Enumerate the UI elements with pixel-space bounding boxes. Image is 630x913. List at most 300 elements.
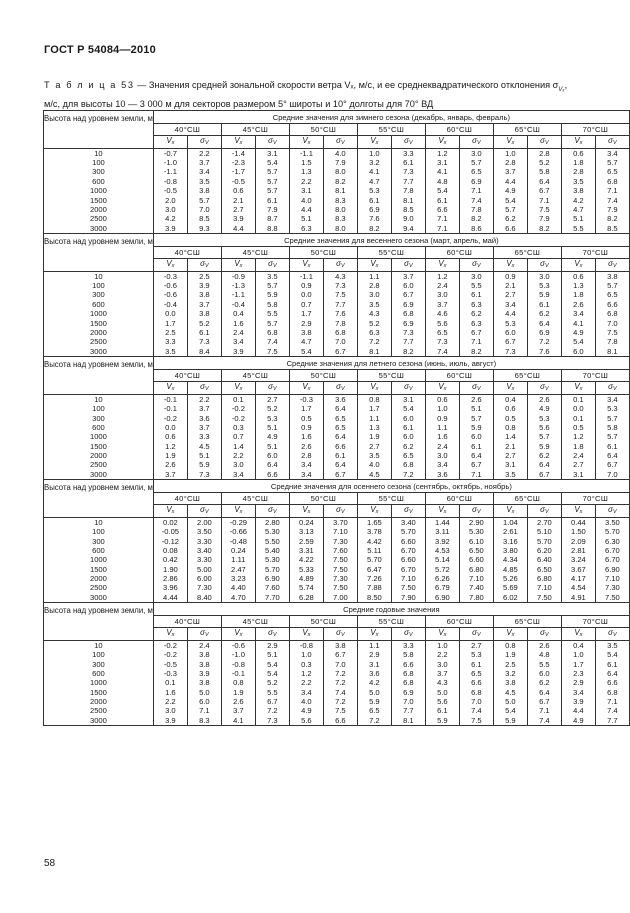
table-cell: 7.10 [459,574,493,583]
sigma-symbol: $\sigma_V$ [391,258,425,271]
table-cell: 7.50 [323,555,357,564]
table-cell: 0.8 [221,678,255,687]
table-cell: -0.7 [153,148,187,158]
table-cell: 1.2 [425,148,459,158]
table-cell: 3.7 [187,300,221,309]
table-cell: 2.9 [357,650,391,659]
table-cell: 5.1 [255,423,289,432]
table-cell: 5.30 [255,527,289,536]
table-cell: 0.42 [153,555,187,564]
section-title: Средние значения для осеннего сезона (сентябрь, октябрь, ноябрь) [153,480,629,493]
latitude-header: 65°СШ [493,493,561,505]
table-cell: 5.26 [493,574,527,583]
table-cell: 6.8 [595,688,629,697]
table-cell: 3.7 [187,158,221,167]
table-cell: 3.78 [357,527,391,536]
table-cell: 7.80 [459,593,493,603]
table-cell: 8.3 [323,195,357,204]
table-cell: 7.30 [187,583,221,592]
table-cell: 5.9 [459,423,493,432]
table-row [44,546,630,555]
table-caption [44,78,589,111]
table-cell: 5.70 [595,527,629,536]
latitude-header: 70°СШ [561,616,629,628]
table-cell: 3.8 [187,659,221,668]
table-cell: 6.00 [187,574,221,583]
table-cell: 6.6 [493,224,527,234]
table-row [44,565,630,574]
table-cell: 6.5 [391,451,425,460]
table-cell: 3.1 [255,148,289,158]
table-row [44,177,630,186]
table-cell: 6.4 [459,451,493,460]
table-cell: 0.1 [221,394,255,404]
sigma-symbol: $\sigma_V$ [255,258,289,271]
table-cell: 7.60 [323,546,357,555]
latitude-header: 45°СШ [221,247,289,259]
height-value: 1500 [44,688,154,697]
table-cell: -1.0 [153,158,187,167]
table-row [44,290,630,299]
table-cell: 6.79 [425,583,459,592]
table-cell: 3.0 [153,706,187,715]
table-cell: 2.6 [289,441,323,450]
table-cell: 5.6 [425,318,459,327]
table-cell: 7.2 [323,697,357,706]
table-cell: 7.30 [323,574,357,583]
height-value: 600 [44,177,154,186]
table-cell: 4.4 [493,177,527,186]
table-cell: 6.7 [323,470,357,480]
table-cell: 1.2 [153,441,187,450]
table-cell: 2.5 [187,271,221,281]
height-value: 100 [44,404,154,413]
vx-symbol: $V_x$ [289,258,323,271]
height-value: 1500 [44,441,154,450]
table-cell: -0.48 [221,536,255,545]
table-cell: 6.8 [595,309,629,318]
table-cell: 7.3 [493,347,527,357]
table-cell: 1.7 [561,659,595,668]
vx-symbol: $V_x$ [289,381,323,394]
table-cell: 2.8 [527,148,561,158]
table-cell: 6.7 [323,347,357,357]
table-cell: 7.88 [357,583,391,592]
table-row [44,451,630,460]
table-cell: 7.10 [595,574,629,583]
latitude-header: 50°СШ [289,370,357,382]
latitude-header: 40°СШ [153,493,221,505]
table-cell: 8.5 [187,214,221,223]
table-row [44,470,630,480]
table-cell: 7.1 [425,224,459,234]
table-cell: 5.7 [255,281,289,290]
table-cell: 5.50 [255,536,289,545]
table-cell: 1.1 [357,640,391,650]
vx-symbol: $V_x$ [153,504,187,517]
table-cell: 1.44 [425,517,459,527]
table-cell: 4.4 [289,205,323,214]
table-cell: 6.60 [459,555,493,564]
table-cell: 7.4 [425,347,459,357]
sigma-symbol: $\sigma_V$ [527,135,561,148]
table-cell: 2.2 [425,650,459,659]
latitude-header: 50°СШ [289,493,357,505]
table-cell: 5.5 [459,281,493,290]
table-cell: 4.44 [153,593,187,603]
table-cell: 6.6 [459,678,493,687]
table-cell: 5.9 [357,697,391,706]
table-cell: 6.1 [255,195,289,204]
height-value: 1500 [44,565,154,574]
table-cell: 5.14 [425,555,459,564]
table-cell: 0.0 [153,309,187,318]
table-cell: -0.1 [221,669,255,678]
table-cell: 6.4 [323,432,357,441]
table-cell: 6.1 [391,158,425,167]
sigma-symbol: $\sigma_V$ [391,627,425,640]
table-cell: 7.7 [595,716,629,726]
table-cell: 7.6 [357,214,391,223]
table-cell: 3.4 [221,337,255,346]
table-cell: 0.3 [289,659,323,668]
table-cell: 5.1 [459,404,493,413]
table-cell: 0.9 [289,423,323,432]
table-cell: 9.3 [187,224,221,234]
height-value: 1000 [44,678,154,687]
table-cell: 7.3 [391,328,425,337]
table-cell: 2.1 [493,441,527,450]
latitude-header: 40°СШ [153,370,221,382]
latitude-header: 50°СШ [289,247,357,259]
table-cell: 8.0 [323,167,357,176]
table-cell: 5.2 [357,318,391,327]
table-cell: 7.70 [255,593,289,603]
table-cell: 8.2 [357,224,391,234]
table-cell: -0.8 [153,177,187,186]
table-cell: 4.22 [289,555,323,564]
caption-label: Т а б л и ц а 53 [44,80,135,90]
table-cell: -0.2 [153,640,187,650]
table-cell: 7.30 [595,583,629,592]
table-cell: 7.4 [595,195,629,204]
table-cell: 3.0 [425,659,459,668]
table-cell: 7.4 [595,706,629,715]
table-cell: 7.50 [391,583,425,592]
table-cell: 6.4 [323,404,357,413]
table-cell: 7.1 [595,186,629,195]
table-cell: 5.3 [527,281,561,290]
table-cell: 3.8 [289,328,323,337]
latitude-header: 65°СШ [493,370,561,382]
vx-symbol: $V_x$ [153,135,187,148]
table-cell: 5.3 [255,413,289,422]
table-cell: 3.4 [595,394,629,404]
table-cell: 5.4 [255,158,289,167]
sigma-symbol: $\sigma_V$ [187,135,221,148]
table-cell: -0.4 [153,300,187,309]
sigma-symbol: $\sigma_V$ [323,627,357,640]
table-cell: 5.1 [561,214,595,223]
table-cell: 3.0 [425,451,459,460]
vx-symbol: $V_x$ [425,135,459,148]
table-cell: 4.7 [289,337,323,346]
sigma-symbol: $\sigma_V$ [459,381,493,394]
sigma-symbol: $\sigma_V$ [255,627,289,640]
sigma-symbol: $\sigma_V$ [187,627,221,640]
table-cell: 2.2 [289,177,323,186]
table-cell: 7.0 [323,337,357,346]
table-cell: 3.4 [289,470,323,480]
table-cell: -0.12 [153,536,187,545]
table-cell: 5.7 [459,413,493,422]
table-cell: 4.2 [357,678,391,687]
table-cell: 7.8 [459,205,493,214]
table-cell: 6.1 [425,706,459,715]
table-cell: 4.34 [493,555,527,564]
table-cell: 2.70 [527,517,561,527]
table-cell: 5.1 [289,214,323,223]
height-value: 3000 [44,470,154,480]
wind-speed-table [43,110,630,726]
table-cell: 4.9 [561,328,595,337]
table-cell: 3.7 [187,423,221,432]
height-value: 10 [44,271,154,281]
vx-symbol: $V_x$ [357,135,391,148]
latitude-header: 55°СШ [357,616,425,628]
height-value: 300 [44,659,154,668]
sigma-symbol: $\sigma_V$ [187,381,221,394]
height-header-cell: Высота над уровнем земли, м [44,480,154,518]
table-cell: 3.4 [595,148,629,158]
table-cell: 6.50 [527,565,561,574]
table-cell: 5.3 [357,186,391,195]
table-cell: 5.5 [527,659,561,668]
table-cell: 6.70 [595,546,629,555]
table-cell: 7.00 [323,593,357,603]
table-cell: 1.8 [561,441,595,450]
table-cell: 7.0 [459,697,493,706]
table-cell: 4.89 [289,574,323,583]
table-cell: 8.3 [187,716,221,726]
table-cell: 5.1 [255,441,289,450]
vx-symbol: $V_x$ [493,504,527,517]
table-cell: 7.1 [595,697,629,706]
table-cell: 2.47 [221,565,255,574]
vx-symbol: $V_x$ [357,504,391,517]
height-value: 300 [44,167,154,176]
table-row [44,337,630,346]
latitude-header: 55°СШ [357,247,425,259]
table-cell: 6.1 [459,441,493,450]
table-cell: 6.9 [459,177,493,186]
table-cell: 6.0 [459,432,493,441]
table-row [44,318,630,327]
table-cell: 1.9 [153,451,187,460]
sigma-symbol: $\sigma_V$ [391,504,425,517]
table-row [44,328,630,337]
latitude-header: 45°СШ [221,616,289,628]
table-cell: 6.7 [459,460,493,469]
latitude-header: 50°СШ [289,616,357,628]
table-cell: 3.40 [187,546,221,555]
table-cell: 1.6 [221,318,255,327]
table-cell: 8.2 [459,347,493,357]
table-cell: 7.3 [187,470,221,480]
table-cell: 2.7 [255,394,289,404]
latitude-header: 65°СШ [493,247,561,259]
table-cell: 4.5 [493,688,527,697]
table-cell: 1.5 [289,158,323,167]
table-cell: 5.11 [357,546,391,555]
table-cell: 6.7 [493,337,527,346]
table-cell: 5.3 [595,404,629,413]
table-cell: -0.2 [221,413,255,422]
table-cell: 5.33 [289,565,323,574]
table-cell: 6.0 [391,413,425,422]
table-cell: 0.4 [493,394,527,404]
table-cell: 1.1 [357,413,391,422]
height-value: 100 [44,158,154,167]
sigma-symbol: $\sigma_V$ [391,135,425,148]
table-cell: 6.70 [391,546,425,555]
height-value: 100 [44,281,154,290]
table-cell: 3.23 [221,574,255,583]
table-cell: -0.2 [153,413,187,422]
table-cell: -1.1 [153,167,187,176]
table-cell: 3.8 [187,678,221,687]
table-cell: 3.4 [561,309,595,318]
vx-symbol: $V_x$ [221,135,255,148]
table-cell: -0.3 [153,669,187,678]
table-cell: 8.1 [391,195,425,204]
table-cell: 6.3 [459,300,493,309]
table-cell: 4.7 [357,177,391,186]
table-cell: 5.8 [527,167,561,176]
table-cell: -0.8 [221,659,255,668]
vx-symbol: $V_x$ [357,381,391,394]
latitude-header: 70°СШ [561,247,629,259]
table-cell: 7.5 [527,205,561,214]
table-cell: 2.4 [561,451,595,460]
table-cell: 6.7 [255,697,289,706]
height-value: 10 [44,640,154,650]
table-cell: 6.9 [357,205,391,214]
table-cell: 2.7 [561,460,595,469]
table-row [44,148,630,158]
table-row [44,195,630,204]
table-cell: 6.4 [527,688,561,697]
table-cell: 5.5 [255,688,289,697]
table-cell: 6.1 [459,290,493,299]
table-cell: 2.5 [153,328,187,337]
table-cell: 6.5 [595,167,629,176]
table-cell: 5.74 [289,583,323,592]
table-cell: 7.7 [323,300,357,309]
table-cell: 5.3 [459,650,493,659]
table-cell: 6.02 [493,593,527,603]
table-cell: 6.60 [391,536,425,545]
table-cell: -0.8 [289,640,323,650]
table-cell: 6.47 [357,565,391,574]
table-cell: 3.50 [187,527,221,536]
table-cell: 6.0 [561,347,595,357]
table-cell: 3.2 [357,158,391,167]
table-cell: 7.2 [527,337,561,346]
table-cell: 5.9 [187,460,221,469]
table-cell: -0.1 [153,404,187,413]
table-cell: 4.1 [425,167,459,176]
table-cell: 6.3 [459,318,493,327]
table-cell: 7.2 [255,706,289,715]
table-cell: 5.9 [527,441,561,450]
table-cell: 1.7 [153,318,187,327]
table-cell: 7.0 [595,318,629,327]
height-header-cell: Высота над уровнем земли, м [44,603,154,641]
table-cell: 1.2 [289,669,323,678]
table-cell: 1.9 [357,432,391,441]
table-cell: 5.8 [255,300,289,309]
table-cell: 4.8 [527,650,561,659]
table-cell: 7.5 [459,716,493,726]
table-cell: 1.9 [493,650,527,659]
table-cell: 6.7 [527,186,561,195]
vx-symbol: $V_x$ [561,627,595,640]
table-cell: 7.50 [527,593,561,603]
sigma-symbol: $\sigma_V$ [459,627,493,640]
table-row [44,300,630,309]
table-cell: -0.29 [221,517,255,527]
sigma-symbol: $\sigma_V$ [323,504,357,517]
table-cell: 7.3 [425,337,459,346]
table-cell: 0.9 [289,281,323,290]
table-cell: 4.3 [357,309,391,318]
table-cell: 1.6 [153,688,187,697]
table-cell: 2.9 [561,678,595,687]
table-cell: -0.3 [289,394,323,404]
height-value: 600 [44,669,154,678]
table-cell: 7.7 [391,706,425,715]
table-cell: 4.9 [289,706,323,715]
table-cell: 3.3 [391,148,425,158]
table-cell: 1.1 [357,271,391,281]
table-cell: -1.3 [221,281,255,290]
table-row [44,158,630,167]
table-cell: 3.4 [289,460,323,469]
table-cell: 0.9 [493,271,527,281]
table-cell: 1.2 [561,432,595,441]
table-cell: 5.40 [255,546,289,555]
height-value: 2000 [44,574,154,583]
table-cell: 5.5 [561,224,595,234]
table-cell: 6.7 [595,460,629,469]
table-cell: 6.70 [595,555,629,564]
section-title-row [44,480,630,493]
table-cell: 2.0 [153,195,187,204]
height-value: 2500 [44,583,154,592]
table-cell: 7.9 [527,214,561,223]
table-cell: 7.10 [527,583,561,592]
latitude-header: 60°СШ [425,124,493,136]
table-cell: 6.0 [493,328,527,337]
table-cell: 7.3 [187,337,221,346]
table-cell: 1.0 [357,148,391,158]
table-cell: 4.9 [493,186,527,195]
height-value: 2500 [44,214,154,223]
section-title: Средние значения для весеннего сезона (март, апрель, май) [153,234,629,247]
caption-text-line2: м/с, для высоты 10 — 3 000 м для секторов размером 5° широты и 10° долготы для 70° ВД [44,98,434,109]
table-cell: 7.2 [391,470,425,480]
